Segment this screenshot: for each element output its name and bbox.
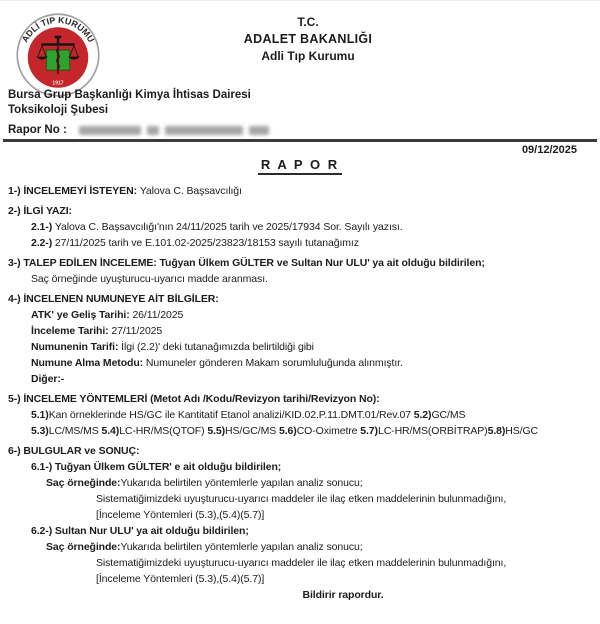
report-line bbox=[8, 235, 598, 251]
report-line-bold-text: 5.8) bbox=[487, 425, 506, 437]
report-line bbox=[8, 391, 598, 407]
letterhead-ministry: ADALET BAKANLIĞI bbox=[243, 32, 373, 46]
report-line-bold-text: 5.5) bbox=[207, 425, 226, 437]
report-no-label: Rapor No : bbox=[8, 124, 67, 136]
report-line-text: 27/11/2025 tarih ve E.101.02-2025/23823/18153 sayılı tutanağımız bbox=[54, 237, 359, 249]
report-line-text: LC/MS/MS bbox=[48, 425, 102, 437]
report-line bbox=[8, 371, 598, 387]
report-line-bold-text: 5-) İNCELEME YÖNTEMLERİ (Metot Adı /Kodu/Revizyon tarihi/Revizyon No): bbox=[8, 393, 380, 405]
seal-year: 1917 bbox=[52, 80, 64, 87]
report-line bbox=[8, 339, 598, 355]
report-line bbox=[8, 539, 598, 555]
report-line-bold-text: 2-) İLGİ YAZI: bbox=[8, 205, 72, 217]
report-line-text: Yalova C. Başsavcılığı'nın 24/11/2025 tarih ve 2025/17934 Sor. Sayılı yazısı. bbox=[54, 221, 403, 233]
report-line-text: HS/GC bbox=[505, 425, 539, 437]
org-department: Bursa Grup Başkanlığı Kimya İhtisas Dairesi bbox=[8, 89, 251, 101]
report-line-bold-text: 5.3) bbox=[31, 425, 49, 437]
report-title: R A P O R bbox=[258, 157, 342, 175]
report-line-bold-text: 6.1-) Tuğyan Ülkem GÜLTER' e ait olduğu bildirilen; bbox=[31, 461, 282, 473]
letterhead-tc: T.C. bbox=[297, 15, 319, 29]
report-line-text: 27/11/2025 bbox=[111, 325, 163, 337]
report-line-text: 26/11/2025 bbox=[132, 309, 184, 321]
report-line bbox=[8, 423, 598, 439]
report-line-text: Yalova C. Başsavcılığı bbox=[139, 185, 242, 197]
report-line bbox=[8, 475, 598, 491]
report-line-bold-text: 4-) İNCELENEN NUMUNEYE AİT BİLGİLER: bbox=[8, 293, 219, 305]
report-no-row bbox=[8, 124, 269, 136]
report-line-text: Sistematiğimizdeki uyuşturucu-uyarıcı maddeler ile ilaç etken maddelerinin bulunmadığını, bbox=[96, 493, 507, 505]
report-line bbox=[8, 255, 598, 271]
report-line-bold-text: İnceleme Tarihi: bbox=[31, 325, 112, 337]
report-line-text: Yukarıda belirtilen yöntemlerle yapılan analiz sonucu; bbox=[120, 541, 363, 553]
report-line-bold-text: Saç örneğinde: bbox=[46, 477, 121, 489]
report-line-text: GC/MS bbox=[431, 409, 466, 421]
report-line-text: Sistematiğimizdeki uyuşturucu-uyarıcı maddeler ile ilaç etken maddelerinin bulunmadığını, bbox=[96, 557, 507, 569]
report-line-text: Saç örneğinde uyuşturucu-uyarıcı madde aranması. bbox=[31, 273, 268, 285]
report-line bbox=[8, 459, 598, 475]
report-line-bold-text: 2.1-) bbox=[31, 221, 55, 233]
report-line bbox=[8, 183, 598, 199]
report-no-redacted-value bbox=[79, 126, 269, 135]
report-line-bold-text: 5.2) bbox=[413, 409, 432, 421]
report-line bbox=[8, 443, 598, 459]
report-line-text: HS/GC/MS bbox=[225, 425, 279, 437]
report-line-text: İlgi (2.2)' deki tutanağımızda belirtildiği gibi bbox=[121, 341, 314, 353]
report-line-text: Kan örneklerinde HS/GC ile Kantitatif Etanol analizi/KID.02.P.11.DMT.01/Rev.07 bbox=[48, 409, 414, 421]
report-line-bold-text: 5.6) bbox=[278, 425, 297, 437]
report-line-bold-text: Bildirir rapordur. bbox=[302, 589, 384, 601]
report-body bbox=[8, 183, 598, 603]
report-line-bold-text: 1-) İNCELEMEYİ İSTEYEN: bbox=[8, 185, 140, 197]
report-line-text: LC-HR/MS(ORBİTRAP) bbox=[377, 425, 488, 437]
report-line-bold-text: 3-) TALEP EDİLEN İNCELEME: Tuğyan Ülkem GÜLTER ve Sultan Nur ULU' ya ait olduğu bildirilen; bbox=[8, 257, 485, 269]
report-line-bold-text: Numunenin Tarifi: bbox=[31, 341, 122, 353]
report-title-row bbox=[0, 156, 600, 174]
report-line-bold-text: 5.1) bbox=[31, 409, 49, 421]
report-line-text: [İnceleme Yöntemleri (5.3),(5.4)(5.7)] bbox=[96, 509, 265, 521]
report-line bbox=[8, 407, 598, 423]
org-block bbox=[8, 88, 269, 136]
seal-ring-text: ADLİ TIP KURUMU bbox=[19, 14, 97, 45]
report-line-text: Numuneler gönderen Makam sorumluluğunda alınmıştır. bbox=[145, 357, 403, 369]
report-line-bold-text: 5.7) bbox=[360, 425, 378, 437]
report-line-bold-text: Saç örneğinde: bbox=[46, 541, 121, 553]
report-line-bold-text: 6-) BULGULAR ve SONUÇ: bbox=[8, 445, 140, 457]
org-branch: Toksikoloji Şubesi bbox=[8, 104, 109, 116]
report-line-text: LC-HR/MS(QTOF) bbox=[119, 425, 208, 437]
report-line-bold-text: 5.4) bbox=[101, 425, 120, 437]
report-line bbox=[8, 523, 598, 539]
report-line-bold-text: ATK' ye Geliş Tarihi: bbox=[31, 309, 133, 321]
report-line bbox=[8, 323, 598, 339]
header-divider bbox=[3, 139, 597, 142]
report-line-text: Yukarıda belirtilen yöntemlerle yapılan analiz sonucu; bbox=[120, 477, 363, 489]
report-line-bold-text: 6.2-) Sultan Nur ULU' ya ait olduğu bildirilen; bbox=[31, 525, 249, 537]
report-line bbox=[8, 555, 598, 571]
report-date: 09/12/2025 bbox=[521, 144, 577, 156]
report-line bbox=[8, 219, 598, 235]
report-line-text: [İnceleme Yöntemleri (5.3),(5.4)(5.7)] bbox=[96, 573, 265, 585]
report-line-bold-text: 2.2-) bbox=[31, 237, 55, 249]
report-line-bold-text: Diğer:- bbox=[31, 373, 65, 385]
report-line-text: CO-Oximetre bbox=[296, 425, 361, 437]
report-line bbox=[8, 587, 598, 603]
report-line-bold-text: Numune Alma Metodu: bbox=[31, 357, 146, 369]
report-line bbox=[8, 291, 598, 307]
report-line bbox=[8, 271, 598, 287]
report-line bbox=[8, 571, 598, 587]
letterhead-institution: Adli Tıp Kurumu bbox=[261, 49, 355, 63]
letterhead bbox=[8, 14, 600, 65]
report-line bbox=[8, 491, 598, 507]
report-line bbox=[8, 307, 598, 323]
report-line bbox=[8, 355, 598, 371]
report-line bbox=[8, 507, 598, 523]
report-line bbox=[8, 203, 598, 219]
